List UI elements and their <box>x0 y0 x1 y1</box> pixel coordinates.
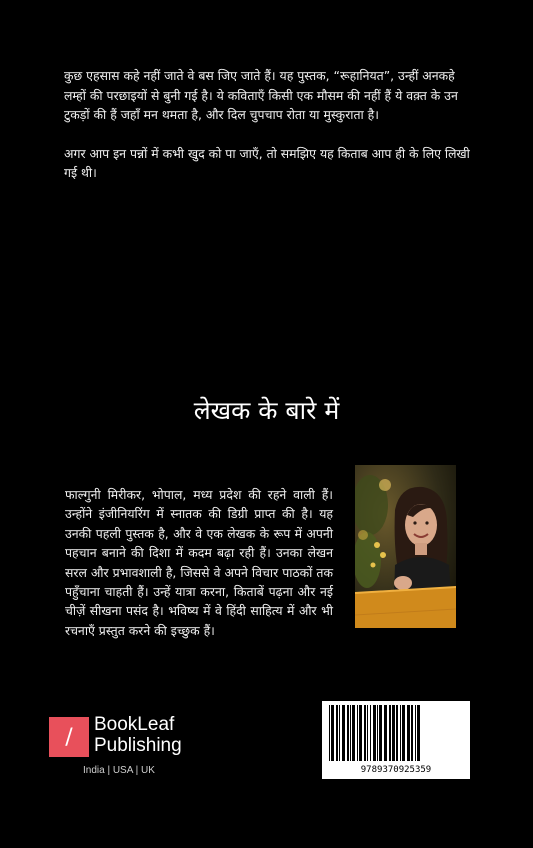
barcode-bar <box>331 705 334 761</box>
author-bio: फाल्गुनी मिरीकर, भोपाल, मध्य प्रदेश की रहने वाली हैं। उन्होंने इंजीनियरिंग में स्नातक की डिग्री प्राप्त की है। यह उनकी पहली पुस्तक है, और वे एक लेखक के रूप में अपनी पहचान बनाने की दिशा में कदम बढ़ा रही हैं। उनका लेखन सरल और प्रभावशाली है, जिससे वे अपने विचार पाठकों तक पहुँचाना चाहती हैं। उन्हें यात्रा करना, किताबें पढ़ना और नई चीज़ें सीखना पसंद है। भविष्य में वे हिंदी साहित्य में और भी रचनाएँ प्रस्तुत करने की इच्छुक हैं। <box>65 487 333 638</box>
barcode-bar <box>384 705 387 761</box>
barcode-bar <box>336 705 338 761</box>
barcode-bars <box>322 701 470 765</box>
publisher-regions: India | USA | UK <box>83 765 155 776</box>
barcode-bar <box>415 705 416 761</box>
barcode-bar <box>370 705 371 761</box>
logo-slash: / <box>65 724 73 750</box>
barcode-bar <box>389 705 391 761</box>
author-photo-illustration <box>355 465 456 628</box>
blurb-paragraph-1: कुछ एहसास कहे नहीं जाते वे बस जिए जाते हैं। यह पुस्तक, “रूहानियत”, उन्हीं अनकहे लम्हों की परछाइयों से बुनी गई है। ये कविताएँ किसी एक मौसम की नहीं हैं ये वक़्त के उन टुकड़ों की हैं जहाँ मन थमता है, और दिल चुपचाप रोता या मुस्कुराता है। <box>64 68 458 122</box>
barcode-bar <box>364 705 366 761</box>
barcode-bar <box>407 705 410 761</box>
barcode-bar <box>411 705 413 761</box>
publisher-name-line1: BookLeaf <box>94 714 175 735</box>
barcode-bar <box>396 705 398 761</box>
barcode-bar <box>359 705 362 761</box>
barcode-bar <box>392 705 395 761</box>
barcode-bar <box>339 705 340 761</box>
isbn-number: 9789370925359 <box>360 765 432 775</box>
barcode-bar <box>402 705 405 761</box>
publisher-name <box>94 714 182 756</box>
barcode-bar <box>417 705 420 761</box>
bookleaf-logo-icon <box>49 717 89 757</box>
barcode-bar <box>347 705 349 761</box>
barcode-bar <box>350 705 351 761</box>
barcode-bar <box>377 705 378 761</box>
publisher-name-line2: Publishing <box>94 735 182 756</box>
isbn-barcode <box>322 701 470 779</box>
blurb-paragraph-2: अगर आप इन पन्नों में कभी खुद को पा जाएँ, तो समझिए यह किताब आप ही के लिए लिखी गई थी। <box>64 145 470 180</box>
back-cover-blurb <box>64 66 476 183</box>
author-photo <box>355 465 456 628</box>
barcode-bar <box>352 705 355 761</box>
barcode-bar <box>400 705 401 761</box>
barcode-bar <box>357 705 358 761</box>
barcode-bar <box>329 705 330 761</box>
barcode-bar <box>342 705 345 761</box>
barcode-bar <box>367 705 368 761</box>
barcode-bar <box>379 705 382 761</box>
about-author-heading: लेखक के बारे में <box>193 396 340 425</box>
barcode-bar <box>373 705 376 761</box>
